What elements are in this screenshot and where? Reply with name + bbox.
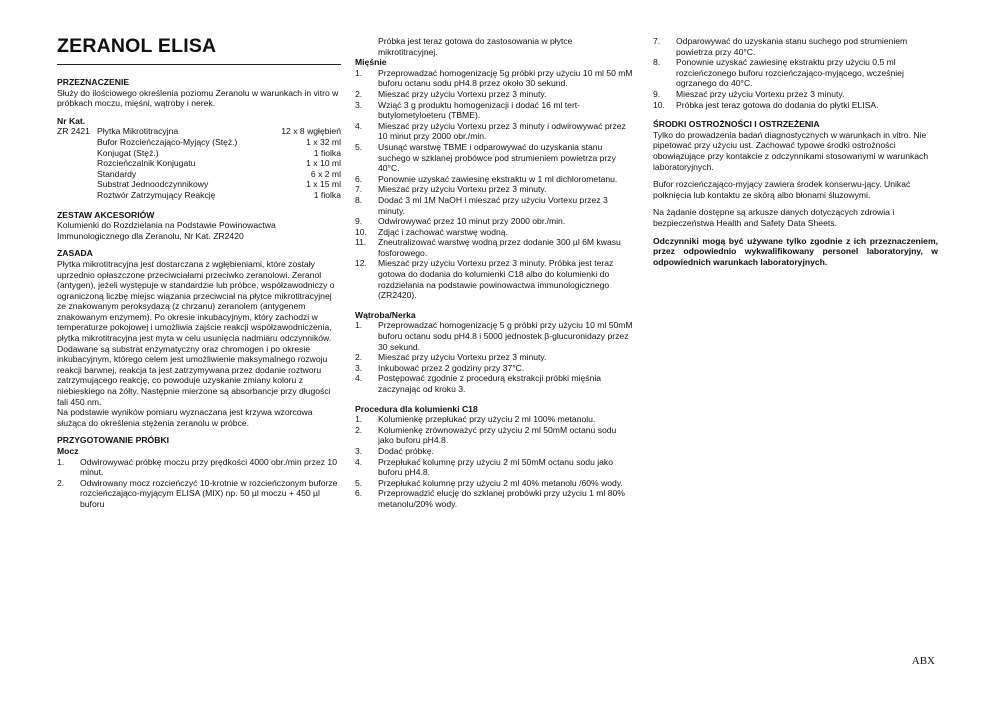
list-item <box>355 142 633 174</box>
list-item <box>355 89 633 100</box>
muscle-heading: Mięśnie <box>355 57 387 68</box>
list-item-number: 1. <box>355 67 363 78</box>
list-item-number: 6. <box>355 488 363 499</box>
kit-components-table <box>97 126 341 200</box>
list-item-number: 3. <box>355 99 363 110</box>
list-item-number: 4. <box>355 456 363 467</box>
c18-steps-continued <box>653 36 938 110</box>
list-item-number: 11. <box>355 237 367 248</box>
list-item <box>355 121 633 142</box>
list-item <box>355 425 633 446</box>
list-item-number: 2. <box>355 424 363 435</box>
list-item <box>653 36 938 57</box>
list-item-number: 3. <box>355 362 363 373</box>
accessories-heading: ZESTAW AKCESORIÓW <box>57 209 155 220</box>
list-item-text: Odwirowany mocz rozcieńczyć 10-krotnie w rozcieńczonym buforze rozcieńczająco-myjącym ELISA (MIX) np. 50 µl moczu + 450 µl buforu <box>80 477 338 509</box>
list-item-number: 10. <box>355 226 367 237</box>
list-item <box>355 227 633 238</box>
kit-component-quantity: 1 x 32 ml <box>306 136 341 147</box>
list-item <box>355 488 633 509</box>
list-item <box>355 320 633 352</box>
list-item-text: Dodać 3 ml 1M NaOH i mieszać przy użyciu Vortexu przez 3 minuty. <box>378 194 608 216</box>
list-item <box>653 57 938 89</box>
kit-component-name: Konjugat (Stęż.) <box>97 147 159 158</box>
urine-steps <box>57 457 341 510</box>
safety-paragraph-2: Bufor rozcieńczająco-myjący zawiera środek konserwu-jący. Unikać połknięcia lub kontaktu ze skórą albo błonami śluzowymi. <box>653 179 911 200</box>
list-item-text: Mieszać przy użyciu Vortexu przez 3 minuty i odwirowywać przez 10 minut przy 2000 obr./min. <box>378 120 626 142</box>
list-item <box>355 414 633 425</box>
list-item-number: 1. <box>355 320 363 331</box>
kit-component-name: Rozcieńczalnik Konjugatu <box>97 158 196 169</box>
list-item <box>355 68 633 89</box>
list-item <box>57 457 341 478</box>
list-item-number: 7. <box>653 36 661 46</box>
list-item-number: 7. <box>355 184 363 195</box>
list-item-text: Dodać próbkę. <box>378 445 434 456</box>
liver-steps <box>355 320 633 394</box>
list-item-number: 8. <box>355 194 363 205</box>
safety-paragraph-3: Na żądanie dostępne są arkusze danych dotyczących zdrowia i bezpieczeństwa Health and Safety Data Sheets. <box>653 207 895 228</box>
list-item-number: 1. <box>57 456 65 467</box>
intended-use-text: Służy do ilościowego określenia poziomu Zeranolu w warunkach in vitro w próbkach moczu, mięśni, wątroby i nerek. <box>57 87 339 109</box>
principle-text-2: Na podstawie wyników pomiaru wyznaczana jest krzywa wzorcowa służąca do określenia stężenia zeranolu w próbce. <box>57 407 313 428</box>
list-item <box>355 100 633 121</box>
kit-component-quantity: 1 x 10 ml <box>306 158 341 169</box>
list-item-number: 2. <box>355 352 363 363</box>
list-item-text: Przepłukać kolumnę przy użyciu 2 ml 50mM octanu sodu jako buforu pH4.8. <box>378 456 614 478</box>
accessories-text: Kolumienki do Rozdzielania na Podstawie Powinowactwa Immunologicznego dla Zeranolu, Nr Kat. ZR2420 <box>57 220 276 241</box>
column-2 <box>355 36 633 510</box>
list-item <box>355 195 633 216</box>
list-item-text: Postępować zgodnie z procedurą ekstrakcji próbki mięśnia zaczynając od kroku 3. <box>378 373 602 394</box>
list-item-number: 3. <box>355 445 363 456</box>
list-item-number: 4. <box>355 373 363 384</box>
list-item <box>355 352 633 363</box>
title-divider <box>57 64 341 65</box>
liver-heading: Wątroba/Nerka <box>355 309 416 320</box>
kit-component-quantity: 1 fiolka <box>313 147 341 158</box>
list-item <box>355 446 633 457</box>
list-item-text: Przepłukać kolumnę przy użyciu 2 ml 40% metanolu /60% wody. <box>378 477 623 488</box>
catalog-table <box>57 126 341 200</box>
list-item <box>355 258 633 300</box>
kit-component-name: Standardy <box>97 168 137 179</box>
list-item-number: 4. <box>355 120 363 131</box>
list-item-text: Odparowywać do uzyskania stanu suchego pod strumieniem powietrza przy 40°C. <box>676 36 908 57</box>
list-item <box>355 373 633 394</box>
list-item <box>355 237 633 258</box>
safety-warning: Odczynniki mogą być używane tylko zgodnie z ich przeznaczeniem, przez odpowiednio wykwalifikowany personel laboratoryjny, w odpowiednich warunkach laboratoryjnych. <box>653 235 938 267</box>
footer-brand: ABX <box>911 655 935 667</box>
list-item <box>355 363 633 374</box>
list-item-number: 9. <box>653 88 661 99</box>
kit-component-quantity: 6 x 2 ml <box>310 168 341 179</box>
kit-component-name: Substrat Jednoodczynnikowy <box>97 179 209 190</box>
principle-heading: ZASADA <box>57 248 93 259</box>
kit-component-row <box>97 179 341 190</box>
sample-prep-heading: PRZYGOTOWANIE PRÓBKI <box>57 435 170 446</box>
list-item-number: 1. <box>355 414 363 425</box>
list-item-text: Odwirowywać próbkę moczu przy prędkości 4000 obr./min przez 10 minut. <box>80 456 337 478</box>
list-item-text: Przeprowadzić elucję do szklanej probówki przy użyciu 1 ml 80% metanolu/20% wody. <box>378 488 625 509</box>
list-item-text: Mieszać przy użyciu Vortexu przez 3 minuty. <box>378 88 547 99</box>
kit-component-quantity: 1 x 15 ml <box>306 179 341 190</box>
kit-component-name: Bufor Rozcieńczająco-Myjący (Stęż.) <box>97 136 238 147</box>
kit-component-row <box>97 126 341 137</box>
list-item-number: 8. <box>653 57 661 68</box>
c18-steps <box>355 414 633 509</box>
list-item-number: 9. <box>355 216 363 227</box>
list-item <box>653 89 938 100</box>
list-item-text: Usunąć warstwę TBME i odparowywać do uzyskania stanu suchego w szklanej probówce pod strumieniem powietrza przy 40°C. <box>378 141 616 174</box>
kit-component-quantity: 1 fiolka <box>313 189 341 200</box>
muscle-steps <box>355 68 633 301</box>
kit-component-row <box>97 148 341 159</box>
list-item-text: Przeprowadzać homogenizację 5g próbki przy użyciu 10 ml 50 mM buforu octanu sodu pH4.8 przez około 30 sekund. <box>378 67 633 89</box>
kit-component-name: Płytka Mikrotitracyjna <box>97 126 179 137</box>
c18-heading: Procedura dla kolumienki C18 <box>355 403 478 414</box>
list-item <box>653 100 938 111</box>
list-item-number: 10. <box>653 99 665 110</box>
list-item-text: Kolumienkę zrównoważyć przy użyciu 2 ml 50mM octanu sodu jako buforu pH4.8. <box>378 424 617 446</box>
list-item-number: 6. <box>355 173 363 184</box>
list-item-text: Przeprowadzać homogenizację 5 g próbki przy użyciu 10 ml 50mM buforu octanu sodu pH4.8 i 5000 jednostek β-glucuronidazy przez 30 sekund. <box>378 320 633 352</box>
list-item-number: 5. <box>355 477 363 488</box>
list-item-text: Mieszać przy użyciu Vortexu przez 3 minuty. Próbka jest teraz gotowa do dodania do kolumienki C18 albo do kolumienki do rozdzielania na podstawie powinowactwa immunologicznego (ZR2420). <box>378 258 614 301</box>
list-item-number: 2. <box>57 477 65 488</box>
safety-heading: ŚRODKI OSTROŻNOŚCI I OSTRZEŻENIA <box>653 119 820 130</box>
safety-paragraph-1: Tylko do prowadzenia badań diagnostycznych w warunkach in vitro. Nie pipetować przy użyciu ust. Zachować typowe środki ostrożności obowiązujące przy kontakcie z odczynnikami stosowanymi w warunkach laboratoryjnych. <box>653 129 929 172</box>
document-title: ZERANOL ELISA <box>57 35 217 57</box>
list-item <box>355 216 633 227</box>
list-item-text: Ponownie uzyskać zawiesinę ekstraktu w 1 ml dichlorometanu. <box>378 173 618 184</box>
kit-component-row <box>97 137 341 148</box>
kit-component-row <box>97 169 341 180</box>
list-item-text: Mieszać przy użyciu Vortexu przez 3 minuty. <box>378 352 547 363</box>
column-1 <box>57 34 341 510</box>
intended-use-heading: PRZEZNACZENIE <box>57 77 130 87</box>
list-item-number: 12. <box>355 258 367 269</box>
catalog-code: ZR 2421 <box>57 126 90 137</box>
list-item <box>57 478 341 510</box>
list-item-text: Zneutralizować warstwę wodną przez dodanie 300 µl 6M kwasu fosforowego. <box>378 237 621 258</box>
principle-text: Płytka mikrotitracyjna jest dostarczana z wgłębieniami, które zostały uprzednio opłaszczone przeciwciałami przeciwko zeranolowi. Zeranol (antygen), jeżeli występuje w standardzie lub próbce, współzawodniczy o ograniczoną liczbę miejsc wiązania przeciwciał na płytce mikrotitracyjnej ze znakowanym peroksydazą (z chrzanu) zeranolem (antygenem znakowanym enzymem). Po okresie inkubacyjnym, który zachodzi w temperaturze pokojowej i umożliwia zajście reakcji współzawodniczenia, płytka mikrotitracyjna jest myta w celu usunięcia nadmiaru odczynników. Dodawane są substrat enzymatyczny oraz chromogen i po okresie inkubacyjnym, którego celem jest umożliwienie maksymalnego rozwoju reakcji barwnej, reakcja ta jest zatrzymywana przez dodanie roztworu zatrzymującego reakcję, co powoduje uzyskanie zmiany koloru z niebieskiego na żółty. Następnie mierzone są absorbancje przy długości fali 450 nm. <box>57 258 335 407</box>
list-item-text: Mieszać przy użyciu Vortexu przez 3 minuty. <box>676 88 845 99</box>
urine-heading: Mocz <box>57 446 79 456</box>
list-item-text: Ponownie uzyskać zawiesinę ekstraktu przy użyciu 0.5 ml rozcieńczonego buforu rozcieńczająco-myjącego, wcześniej ogrzanego do 40°C. <box>676 57 904 89</box>
list-item <box>355 478 633 489</box>
list-item <box>355 457 633 478</box>
list-item-number: 2. <box>355 88 363 99</box>
kit-component-row <box>97 158 341 169</box>
list-item <box>355 184 633 195</box>
urine-continuation: Próbka jest teraz gotowa do zastosowania w płytce mikrotitracyjnej. <box>378 36 573 57</box>
list-item-text: Próbka jest teraz gotowa do dodania do płytki ELISA. <box>676 99 879 110</box>
list-item-text: Odwirowywać przez 10 minut przy 2000 obr./min. <box>378 216 566 227</box>
list-item-text: Kolumienkę przepłukać przy użyciu 2 ml 100% metanolu. <box>378 414 596 425</box>
kit-component-quantity: 12 x 8 wgłębień <box>281 126 341 137</box>
kit-component-row <box>97 190 341 201</box>
kit-component-name: Roztwór Zatrzymujący Reakcję <box>97 189 216 200</box>
catalog-heading: Nr Kat. <box>57 115 86 126</box>
column-3 <box>653 36 938 267</box>
list-item-text: Wziąć 3 g produktu homogenizacji i dodać 16 ml tert-butylometyloeteru (TBME). <box>378 99 581 121</box>
list-item-number: 5. <box>355 141 363 152</box>
list-item-text: Mieszać przy użyciu Vortexu przez 3 minuty. <box>378 184 547 195</box>
list-item-text: Zdjąć i zachować warstwę wodną. <box>378 226 508 237</box>
list-item-text: Inkubować przez 2 godziny przy 37°C. <box>378 362 525 373</box>
list-item <box>355 174 633 185</box>
